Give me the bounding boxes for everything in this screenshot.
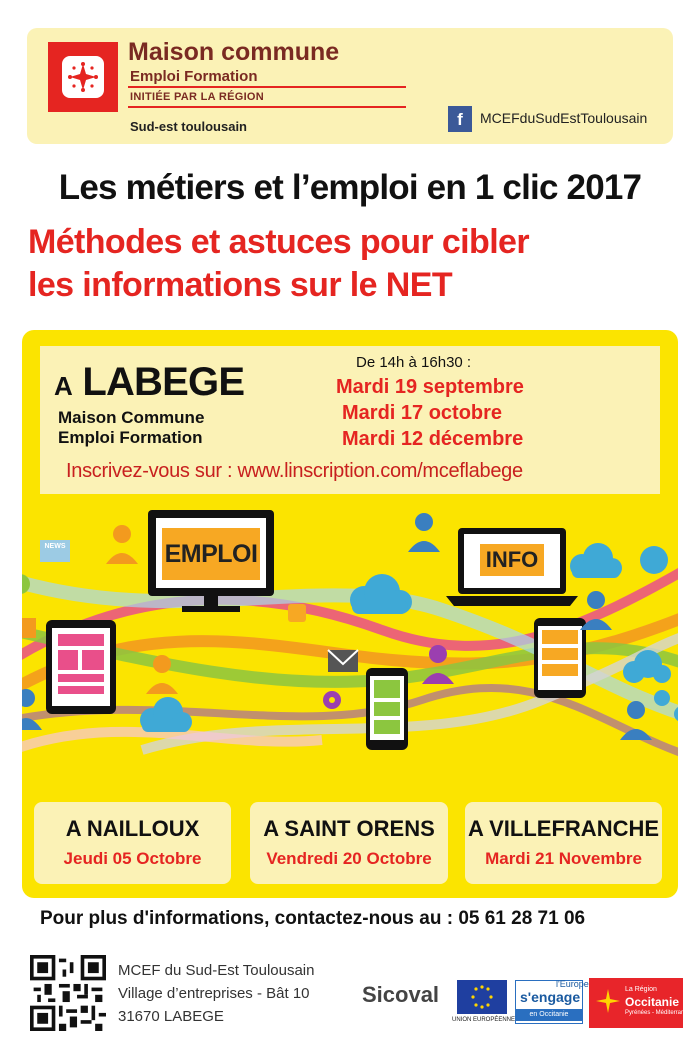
eu-label: UNION EUROPÉENNE (452, 1017, 516, 1023)
card-city: A VILLEFRANCHE (467, 816, 660, 841)
europe-main-text: s'engage (520, 989, 581, 1005)
org-tagline: INITIÉE PAR LA RÉGION (130, 91, 265, 103)
occitanie-bottom-text: Pyrénées - Méditerranée (625, 1010, 692, 1016)
event-panel (22, 330, 678, 898)
org-name: Maison commune (128, 38, 340, 66)
org-subtitle: Emploi Formation (130, 68, 258, 85)
card-date: Jeudi 05 Octobre (63, 849, 202, 868)
org-region: Sud-est toulousain (130, 119, 247, 134)
qr-code-icon[interactable] (30, 955, 106, 1031)
card-date: Mardi 21 Novembre (485, 849, 642, 868)
main-city (54, 360, 244, 405)
divider (128, 106, 406, 108)
location-card-saint-orens (250, 802, 448, 884)
contact-line: Pour plus d'informations, contactez-nous au : 05 61 28 71 06 (40, 908, 586, 929)
card-city: A NAILLOUX (65, 816, 200, 841)
subtitle-line-2: les informations sur le NET (28, 266, 453, 304)
address-line-1: MCEF du Sud-Est Toulousain (118, 962, 315, 979)
card-date: Vendredi 20 Octobre (266, 849, 432, 868)
event-date: Mardi 17 octobre (342, 402, 503, 424)
city-prefix: A (54, 371, 72, 401)
europe-bottom-text: en Occitanie (516, 1009, 582, 1021)
labege-info-box (40, 346, 660, 494)
location-card-nailloux (34, 802, 231, 884)
emploi-screen-label: EMPLOI (164, 540, 258, 568)
subtitle-line-1: Méthodes et astuces pour cibler (28, 223, 529, 261)
region-logo (48, 42, 118, 112)
europe-top-text: l'Europe (556, 979, 589, 989)
europe-sengage-logo (515, 979, 589, 1024)
news-icon: NEWS (44, 543, 66, 550)
facebook-handle-link[interactable]: MCEFduSudEstToulousain (480, 110, 648, 126)
occitanie-main-text: Occitanie (625, 995, 680, 1009)
location-card-villefranche (465, 802, 662, 884)
address-line-2: Village d’entreprises - Bât 10 (118, 985, 310, 1002)
event-time: De 14h à 16h30 : (356, 354, 472, 371)
occitan-cross-icon (593, 986, 623, 1016)
venue-line-2: Emploi Formation (58, 428, 203, 447)
address-line-3: 31670 LABEGE (118, 1008, 224, 1025)
occitanie-logo (589, 978, 692, 1028)
occitan-cross-icon (62, 56, 104, 98)
divider (128, 86, 406, 88)
venue-line-1: Maison Commune (58, 408, 205, 427)
card-city: A SAINT ORENS (263, 816, 435, 841)
facebook-icon[interactable]: f (448, 106, 472, 132)
event-date: Mardi 12 décembre (342, 428, 524, 450)
signup-link[interactable]: Inscrivez-vous sur : www.linscription.com/mceflabege (66, 460, 523, 482)
eu-flag-logo (457, 980, 507, 1014)
occitanie-top-text: La Région (625, 986, 657, 993)
city-name: LABEGE (82, 360, 245, 404)
info-screen-label: INFO (485, 547, 539, 572)
sicoval-logo: Sicoval (362, 982, 440, 1007)
event-date: Mardi 19 septembre (336, 376, 524, 398)
page-title: Les métiers et l’emploi en 1 clic 2017 (58, 168, 642, 207)
